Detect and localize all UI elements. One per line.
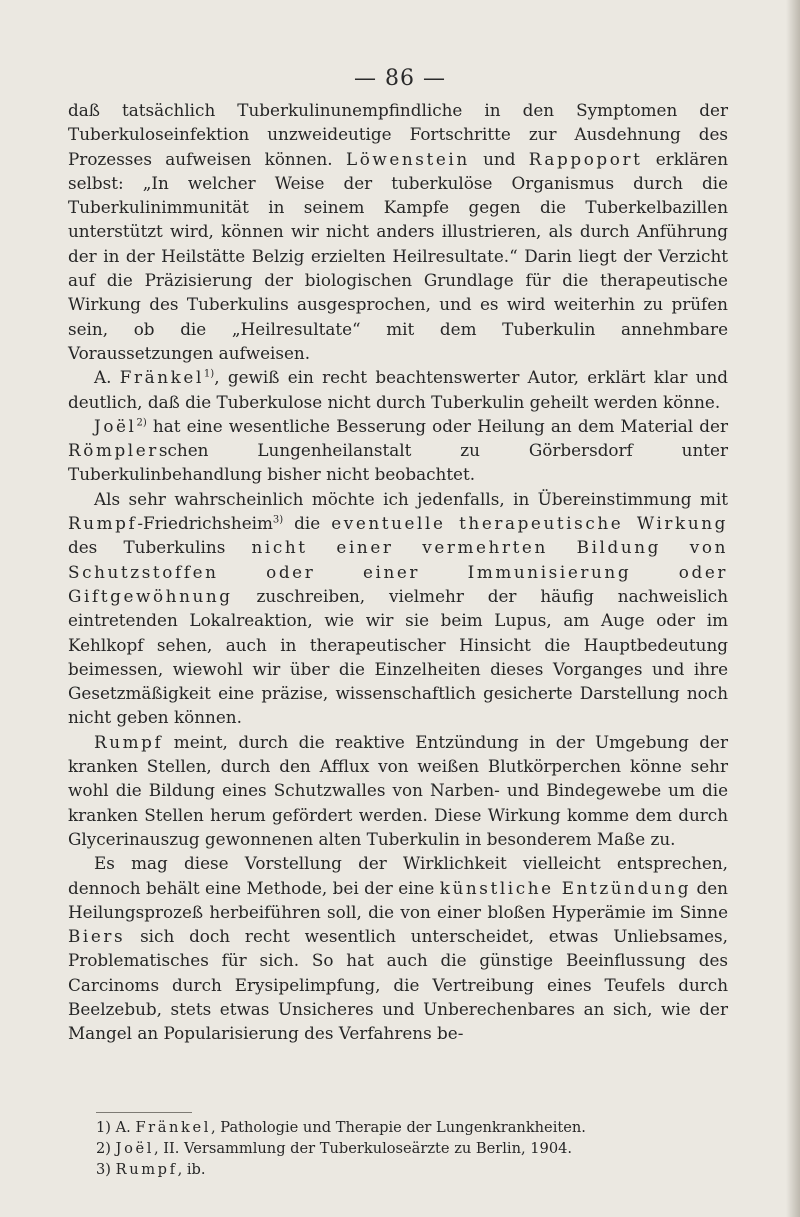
footnote-divider: [96, 1112, 192, 1113]
spaced-emphasis: Biers: [68, 926, 126, 947]
text-run: hat eine wesentliche Besserung oder Heilung an dem Material der: [146, 415, 728, 436]
page-number: — 86 —: [354, 66, 446, 91]
spaced-emphasis: Löwenstein: [345, 148, 470, 169]
text-run: und: [469, 148, 529, 169]
footnote: [96, 1159, 736, 1180]
spaced-emphasis: nicht einer vermehrten Bildung von Schutzstoffen oder einer Immunisierung oder Giftgewöhnung: [68, 537, 728, 606]
spaced-emphasis: Rumpf: [68, 513, 138, 534]
paragraph: [68, 851, 728, 1045]
text-run: meint, durch die reaktive Entzündung in der Umgebung der kranken Stellen, durch den Afflux von weißen Blutkörperchen könne sehr wohl die Bildung eines Schutzwalles von Narben- und Bindegewebe um die kranken Stellen herum gefördert werden. Diese Wirkung komme dem durch Glycerinauszug gewonnenen alten Tuberkulin in besonderem Maße zu.: [68, 731, 728, 849]
spaced-emphasis: Joël: [115, 1140, 154, 1157]
spaced-emphasis: Fränkel: [119, 367, 204, 388]
spaced-emphasis: eventuelle therapeutische Wirkung: [331, 513, 728, 534]
paragraph: [68, 487, 728, 730]
text-run: des Tuberkulins: [68, 537, 252, 558]
footnote: [96, 1138, 736, 1159]
page-edge-shadow: [786, 0, 800, 1217]
spaced-emphasis: Fränkel: [135, 1119, 211, 1136]
text-run: zuschreiben, vielmehr der häufig nachweislich eintretenden Lokalreaktion, wie wir sie beim Lupus, am Auge oder im Kehlkopf sehen, auch in therapeutischer Hinsicht die Hauptbedeutung beimessen, wiewohl wir über die Einzelheiten dieses Vorganges und ihre Gesetzmäßigkeit eine präzise, wissenschaftlich gesicherte Darstellung noch nicht geben können.: [68, 585, 728, 728]
body-text: [68, 98, 728, 1046]
text-run: , Pathologie und Therapie der Lungenkrankheiten.: [211, 1119, 586, 1136]
spaced-emphasis: Rappoport: [528, 148, 643, 169]
spaced-emphasis: Rumpf: [94, 731, 164, 752]
spaced-emphasis: Römpler: [68, 440, 159, 461]
text-run: A.: [94, 367, 120, 388]
footnote-mark: 3): [272, 514, 284, 526]
text-run: sich doch recht wesentlich unterscheidet, etwas Unliebsames, Problematisches für sich. So hat auch die günstige Beeinflussung des Carcinoms durch Erysipelimpfung, die Vertreibung eines Teufels durch Beelzebub, stets etwas Unsicheres und Unberechenbares an sich, wie der Mangel an Popularisierung des Verfahrens be-: [68, 926, 728, 1044]
text-run: 2): [96, 1140, 116, 1157]
paragraph: [68, 414, 728, 487]
paragraph: [68, 98, 728, 365]
spaced-emphasis: Joël: [94, 415, 137, 436]
text-run: 1) A.: [96, 1119, 136, 1136]
footnotes: [96, 1117, 736, 1180]
text-run: erklären selbst: „In welcher Weise der tuberkulöse Organismus durch die Tuberkulinimmunität in seinem Kampfe gegen die Tuberkelbazillen unterstützt wird, können wir nicht anders illustrieren, als durch Anführung der in der Heilstätte Belzig erzielten Heilresultate.“ Darin liegt der Verzicht auf die Präzisierung der biologischen Grundlage für die therapeutische Wirkung des Tuberkulins ausgesprochen, und es wird weiterhin zu prüfen sein, ob die „Heilresultate“ mit dem Tuberkulin annehmbare Voraussetzungen aufweisen.: [68, 148, 729, 363]
text-run: die: [283, 513, 332, 534]
text-run: , II. Versammlung der Tuberkuloseärzte zu Berlin, 1904.: [153, 1140, 573, 1157]
spaced-emphasis: künstliche Entzündung: [439, 877, 692, 898]
text-run: Es mag diese Vorstellung der Wirklichkeit vielleicht entsprechen, dennoch behält eine Methode, bei der eine: [68, 853, 728, 898]
text-run: -Friedrichsheim: [137, 513, 273, 534]
footnote-mark: 2): [136, 417, 147, 429]
text-run: , ib.: [177, 1161, 206, 1178]
spaced-emphasis: Rumpf: [115, 1161, 178, 1178]
text-run: den Heilungsprozeß herbeiführen soll, die von einer bloßen Hyperämie im Sinne: [68, 877, 728, 922]
footnote-mark: 1): [203, 368, 215, 380]
footnote: [96, 1117, 736, 1138]
paragraph: [68, 730, 728, 851]
text-run: daß tatsächlich Tuberkulinunempfindliche in den Symptomen der Tuberkuloseinfektion unzweideutige Fortschritte zur Ausdehnung des Prozesses aufweisen können.: [68, 100, 728, 169]
paragraph: [68, 365, 728, 414]
text-run: schen Lungenheilanstalt zu Görbersdorf unter Tuberkulinbehandlung bisher nicht beobachtet.: [68, 440, 728, 485]
text-run: Als sehr wahrscheinlich möchte ich jedenfalls, in Übereinstimmung mit: [94, 488, 728, 509]
text-run: 3): [96, 1161, 116, 1178]
text-run: , gewiß ein recht beachtenswerter Autor, erklärt klar und deutlich, daß die Tuberkulose nicht durch Tuberkulin geheilt werden könne.: [68, 367, 728, 412]
